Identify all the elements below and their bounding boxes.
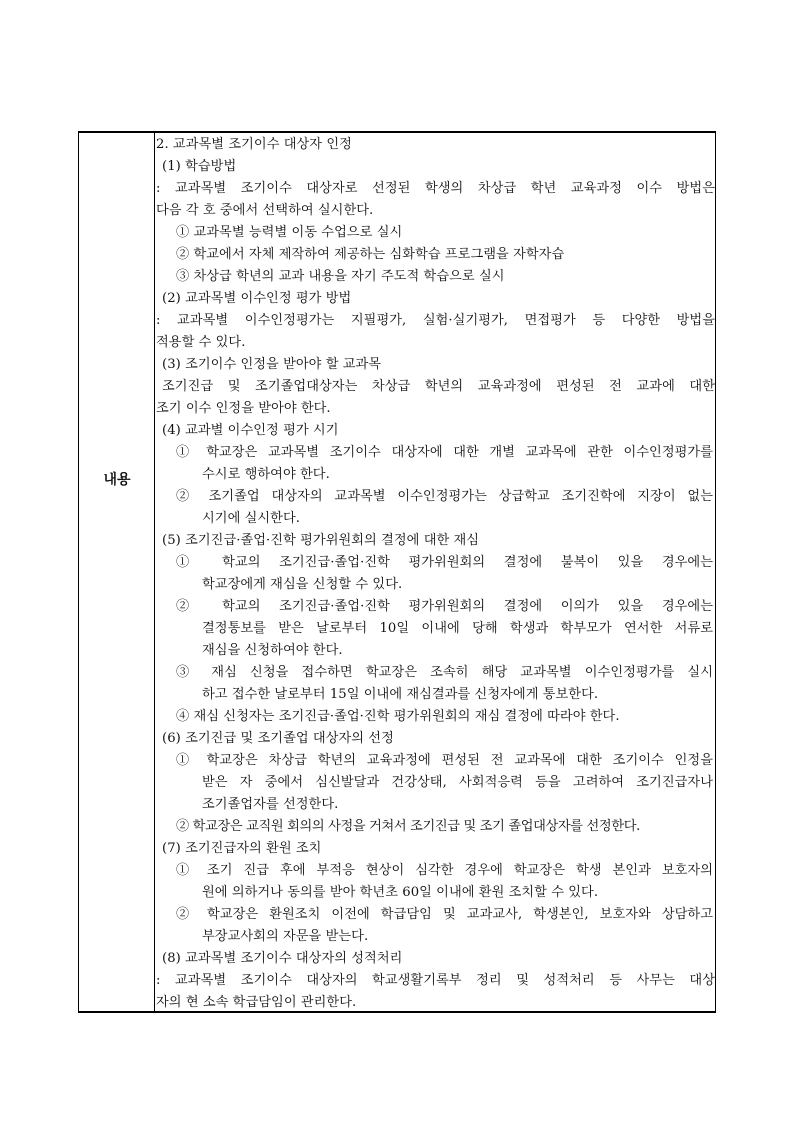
list-item: ④ 재심 신청자는 조기진급·졸업·진학 평가위원회의 재심 결정에 따라야 한다. <box>176 709 620 724</box>
paragraph-line: 조기 이수 인정을 받아야 한다. <box>156 401 331 416</box>
list-item-continuation: 원에 의하거나 동의를 받아 학년초 60일 이내에 환원 조치할 수 있다. <box>202 885 599 900</box>
subsection-heading: (7) 조기진급자의 환원 조치 <box>162 841 322 856</box>
paragraph-line: 자의 현 소속 학급담임이 관리한다. <box>156 995 357 1010</box>
subsection-heading: (6) 조기진급 및 조기졸업 대상자의 선정 <box>162 731 394 746</box>
paragraph-line: 적용할 수 있다. <box>156 335 246 350</box>
paragraph-line: : 교과목별 조기이수 대상자로 선정된 학생의 차상급 학년 교육과정 이수 방법은 <box>156 181 715 196</box>
list-item: ③ 차상급 학년의 교과 내용을 자기 주도적 학습으로 실시 <box>176 269 505 284</box>
list-item: ② 학교에서 자체 제작하여 제공하는 심화학습 프로그램을 자학자습 <box>176 247 565 262</box>
list-item: ① 학교의 조기진급·졸업·진학 평가위원회의 결정에 불복이 있을 경우에는 <box>176 555 713 570</box>
list-item-continuation: 학교장에게 재심을 신청할 수 있다. <box>202 577 403 592</box>
subsection-heading: (4) 교과별 이수인정 평가 시기 <box>162 423 339 438</box>
list-item-continuation: 부장교사회의 자문을 받는다. <box>202 929 369 944</box>
list-item: ② 학교장은 환원조치 이전에 학급담임 및 교과교사, 학생본인, 보호자와 상담하고 <box>176 907 713 922</box>
subsection-heading: (1) 학습방법 <box>162 159 237 174</box>
subsection-heading: (5) 조기진급·졸업·진학 평가위원회의 결정에 대한 재심 <box>162 533 480 548</box>
list-item-continuation: 받은 자 중에서 심신발달과 건강상태, 사회적응력 등을 고려하여 조기진급자나 <box>202 775 713 790</box>
subsection-heading: (3) 조기이수 인정을 받아야 할 교과목 <box>162 357 382 372</box>
paragraph-line: 조기진급 및 조기졸업대상자는 차상급 학년의 교육과정에 편성된 전 교과에 대한 <box>162 379 715 394</box>
row-label: 내용 <box>103 472 131 488</box>
section-heading: 2. 교과목별 조기이수 대상자 인정 <box>156 137 352 152</box>
list-item-continuation: 결정통보를 받은 날로부터 10일 이내에 당해 학생과 학부모가 연서한 서류로 <box>202 621 713 636</box>
list-item-continuation: 하고 접수한 날로부터 15일 이내에 재심결과를 신청자에게 통보한다. <box>202 687 599 702</box>
subsection-heading: (2) 교과목별 이수인정 평가 방법 <box>162 291 352 306</box>
list-item: ② 학교장은 교직원 회의의 사정을 거쳐서 조기진급 및 조기 졸업대상자를 선정한다. <box>176 819 640 834</box>
list-item-continuation: 조기졸업자를 선정한다. <box>202 797 339 812</box>
paragraph-line: : 교과목별 이수인정평가는 지필평가, 실험·실기평가, 면접평가 등 다양한 방법을 <box>156 313 715 328</box>
list-item: ② 조기졸업 대상자의 교과목별 이수인정평가는 상급학교 조기진학에 지장이 없는 <box>176 489 713 504</box>
list-item: ① 조기 진급 후에 부적응 현상이 심각한 경우에 학교장은 학생 본인과 보호자의 <box>176 863 713 878</box>
paragraph-line: : 교과목별 조기이수 대상자의 학교생활기록부 정리 및 성적처리 등 사무는 대상 <box>156 973 715 988</box>
list-item: ① 학교장은 차상급 학년의 교육과정에 편성된 전 교과목에 대한 조기이수 인정을 <box>176 753 713 768</box>
list-item-continuation: 수시로 행하여야 한다. <box>202 467 330 482</box>
list-item: ① 교과목별 능력별 이동 수업으로 실시 <box>176 225 403 240</box>
row-label-cell <box>79 133 155 1011</box>
list-item: ① 학교장은 교과목별 조기이수 대상자에 대한 개별 교과목에 관한 이수인정평가를 <box>176 445 713 460</box>
list-item-continuation: 재심을 신청하여야 한다. <box>202 643 343 658</box>
subsection-heading: (8) 교과목별 조기이수 대상자의 성적처리 <box>162 951 403 966</box>
list-item: ③ 재심 신청을 접수하면 학교장은 조속히 해당 교과목별 이수인정평가를 실시 <box>176 665 713 680</box>
list-item-continuation: 시기에 실시한다. <box>202 511 301 526</box>
content-table <box>78 131 716 1013</box>
list-item: ② 학교의 조기진급·졸업·진학 평가위원회의 결정에 이의가 있을 경우에는 <box>176 599 713 614</box>
paragraph-line: 다음 각 호 중에서 선택하여 실시한다. <box>156 203 374 218</box>
